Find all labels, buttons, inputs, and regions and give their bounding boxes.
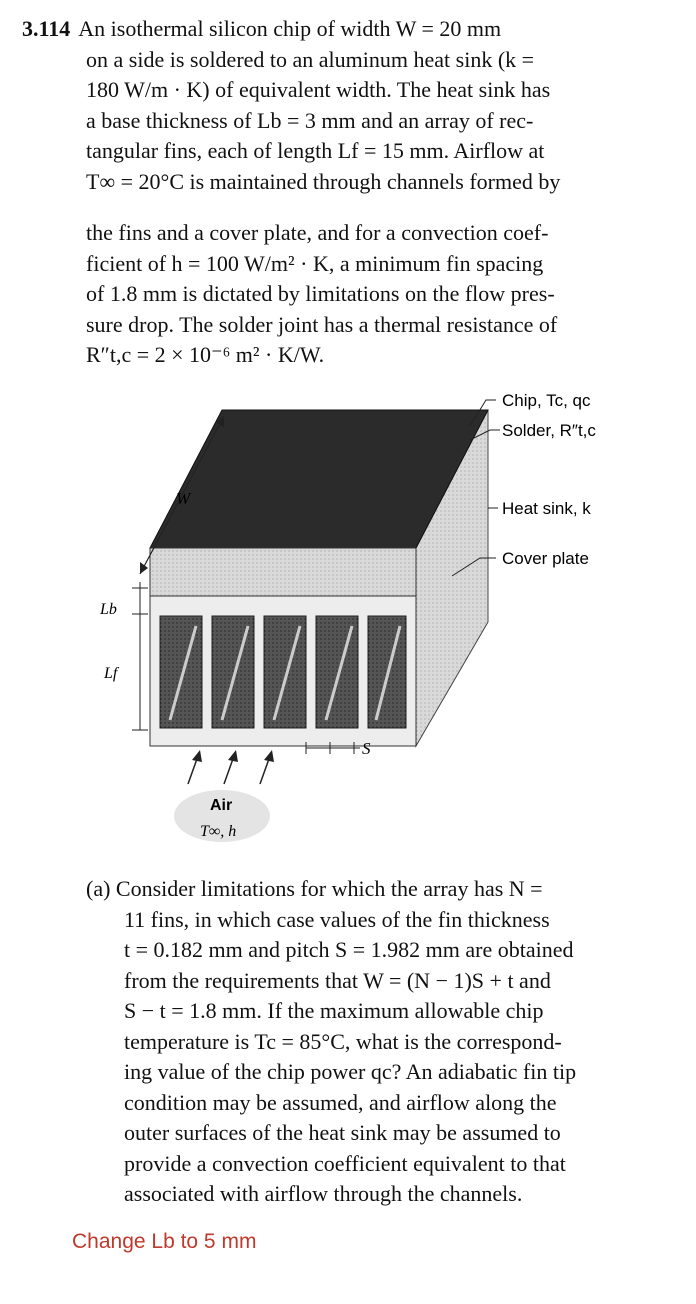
continued-line: sure drop. The solder joint has a thermal resistance of	[86, 311, 558, 337]
part-a	[86, 874, 646, 1210]
part-a-line: from the requirements that W = (N − 1)S + t and	[124, 967, 551, 993]
base-label: Lb	[100, 601, 117, 618]
air-conditions-label: T∞, h	[200, 823, 237, 840]
intro-line: An isothermal silicon chip of width W = 20 mm	[78, 16, 502, 41]
heat-sink-base	[150, 548, 416, 596]
problem-continued	[86, 218, 646, 371]
heat-sink-diagram	[0, 370, 696, 850]
air-label: Air	[210, 797, 233, 814]
continued-line: of 1.8 mm is dictated by limitations on the flow pres-	[86, 281, 555, 306]
intro-line: T∞ = 20°C is maintained through channels formed by	[86, 168, 561, 194]
air-cloud	[174, 790, 270, 842]
intro-line: a base thickness of Lb = 3 mm and an array of rec-	[86, 107, 534, 133]
width-label: W	[176, 489, 191, 508]
heat-sink-label: Heat sink, k	[502, 499, 591, 518]
cover-plate-label: Cover plate	[502, 549, 589, 568]
part-a-line: 11 fins, in which case values of the fin thickness	[124, 906, 550, 932]
problem-number: 3.114	[22, 16, 71, 41]
part-a-line: S − t = 1.8 mm. If the maximum allowable chip	[124, 998, 544, 1023]
intro-line: tangular fins, each of length Lf = 15 mm. Airflow at	[86, 138, 545, 163]
part-a-line: temperature is Tc = 85°C, what is the correspond-	[124, 1028, 562, 1054]
part-a-line: (a) Consider limitations for which the array has N =	[86, 876, 543, 901]
airflow-arrows	[188, 750, 274, 784]
part-a-line: associated with airflow through the channels.	[124, 1181, 523, 1206]
part-a-line: outer surfaces of the heat sink may be assumed to	[124, 1120, 561, 1145]
continued-line: ficient of h = 100 W/m² · K, a minimum fin spacing	[86, 250, 544, 276]
intro-line: 180 W/m · K) of equivalent width. The heat sink has	[86, 77, 551, 102]
base-fin-dimensions	[99, 582, 148, 730]
problem-intro	[22, 14, 622, 197]
part-a-line: ing value of the chip power qc? An adiabatic fin tip	[124, 1059, 577, 1084]
part-a-line: t = 0.182 mm and pitch S = 1.982 mm are obtained	[124, 937, 574, 962]
part-a-line: provide a convection coefficient equivalent to that	[124, 1150, 566, 1176]
continued-line: the fins and a cover plate, and for a convection coef-	[86, 220, 549, 245]
change-note: Change Lb to 5 mm	[72, 1230, 257, 1253]
fin-length-label: Lf	[104, 665, 118, 682]
fin-array	[160, 616, 406, 728]
intro-line: on a side is soldered to an aluminum heat sink (k =	[86, 46, 535, 72]
continued-line: R″t,c = 2 × 10⁻⁶ m² · K/W.	[86, 342, 325, 367]
solder-label: Solder, R″t,c	[502, 421, 596, 440]
spacing-label: S	[362, 739, 371, 758]
chip-label: Chip, Tc, qc	[502, 391, 591, 410]
heat-sink-figure	[0, 370, 696, 850]
part-a-line: condition may be assumed, and airflow along the	[124, 1089, 557, 1115]
